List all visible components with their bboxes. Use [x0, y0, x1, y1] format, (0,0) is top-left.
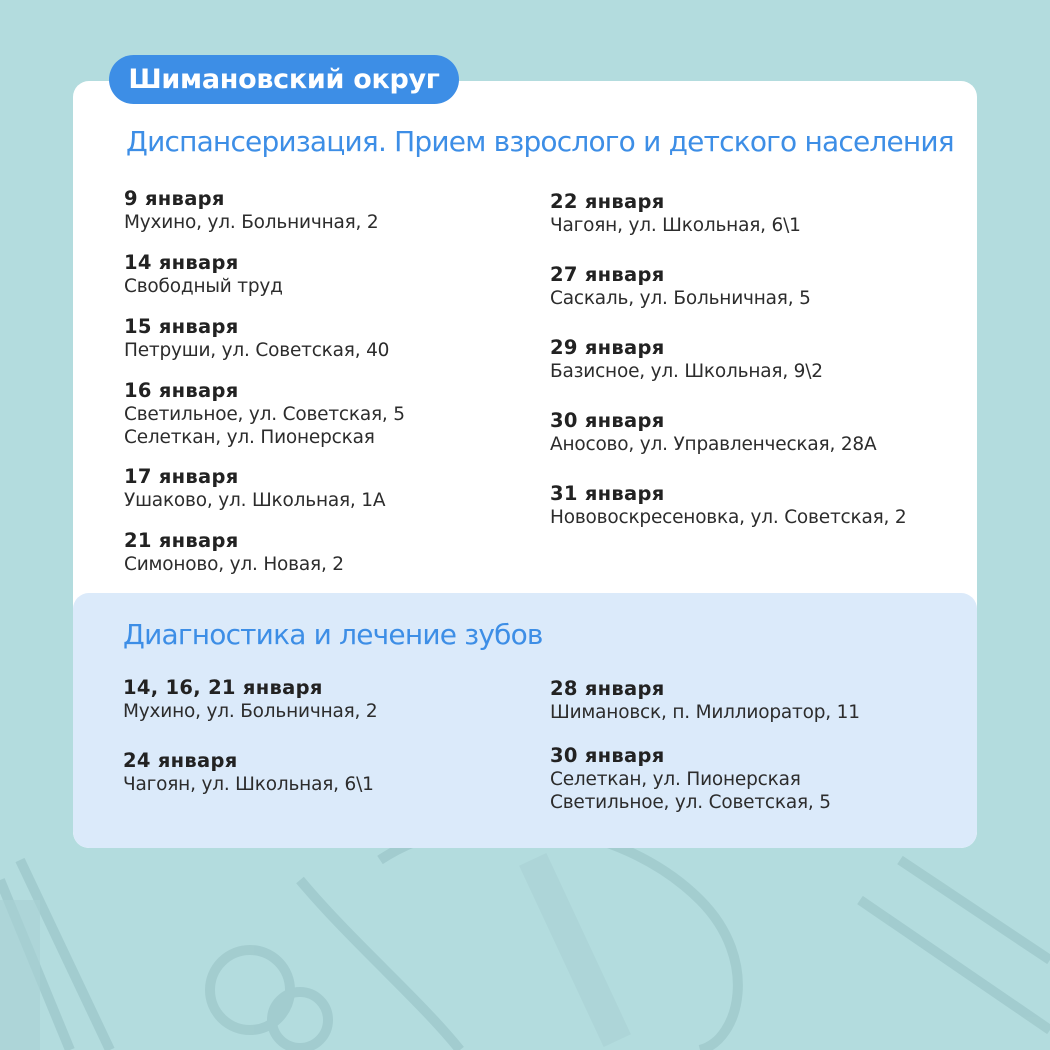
entry-date: 14 января [124, 251, 239, 274]
entry-address: Шимановск, п. Миллиоратор, 11 [550, 702, 860, 723]
checkup-entry [550, 336, 823, 383]
entry-date: 9 января [124, 187, 225, 210]
entry-date: 28 января [550, 677, 665, 700]
dental-title: Диагностика и лечение зубов [123, 618, 543, 651]
dental-entry [550, 744, 831, 814]
entry-address: Селеткан, ул. Пионерская [550, 769, 801, 790]
checkup-entry [124, 315, 389, 362]
entry-date: 14, 16, 21 января [123, 676, 323, 699]
entry-date: 24 января [123, 749, 238, 772]
entry-address: Симоново, ул. Новая, 2 [124, 554, 344, 575]
entry-address: Чагоян, ул. Школьная, 6\1 [550, 215, 801, 236]
entry-address: Светильное, ул. Советская, 5 [124, 404, 405, 425]
entry-address: Ушаково, ул. Школьная, 1А [124, 490, 386, 511]
schedule-card [73, 81, 977, 848]
entry-date: 21 января [124, 529, 239, 552]
entry-date: 30 января [550, 409, 665, 432]
entry-date: 15 января [124, 315, 239, 338]
dental-entry [550, 677, 860, 724]
entry-address: Петруши, ул. Советская, 40 [124, 340, 390, 361]
entry-address: Мухино, ул. Больничная, 2 [124, 212, 379, 233]
checkup-entry [124, 379, 405, 449]
checkup-entry [550, 190, 801, 237]
entry-date: 31 января [550, 482, 665, 505]
entry-address: Мухино, ул. Больничная, 2 [123, 701, 378, 722]
entry-address: Базисное, ул. Школьная, 9\2 [550, 361, 823, 382]
checkup-entry [550, 263, 811, 310]
entry-date: 22 января [550, 190, 665, 213]
entry-date: 29 января [550, 336, 665, 359]
entry-address: Аносово, ул. Управленческая, 28А [550, 434, 877, 455]
checkup-entry [550, 482, 906, 529]
checkup-entry [124, 529, 344, 576]
dental-entry [123, 676, 377, 723]
checkup-entry [124, 465, 385, 512]
entry-address: Свободный труд [124, 276, 283, 297]
dental-entry [123, 749, 374, 796]
entry-address: Селеткан, ул. Пионерская [124, 427, 375, 448]
checkup-entry [550, 409, 876, 456]
entry-address: Чагоян, ул. Школьная, 6\1 [123, 774, 374, 795]
entry-address: Саскаль, ул. Больничная, 5 [550, 288, 811, 309]
entry-date: 16 января [124, 379, 239, 402]
entry-date: 17 января [124, 465, 239, 488]
district-badge: Шимановский округ [109, 55, 459, 104]
checkup-entry [124, 187, 378, 234]
entry-date: 30 января [550, 744, 665, 767]
checkup-entry [124, 251, 283, 298]
entry-date: 27 января [550, 263, 665, 286]
dental-section [73, 593, 977, 848]
checkup-title: Диспансеризация. Прием взрослого и детского населения [126, 125, 954, 158]
entry-address: Светильное, ул. Советская, 5 [550, 792, 831, 813]
entry-address: Нововоскресеновка, ул. Советская, 2 [550, 507, 907, 528]
